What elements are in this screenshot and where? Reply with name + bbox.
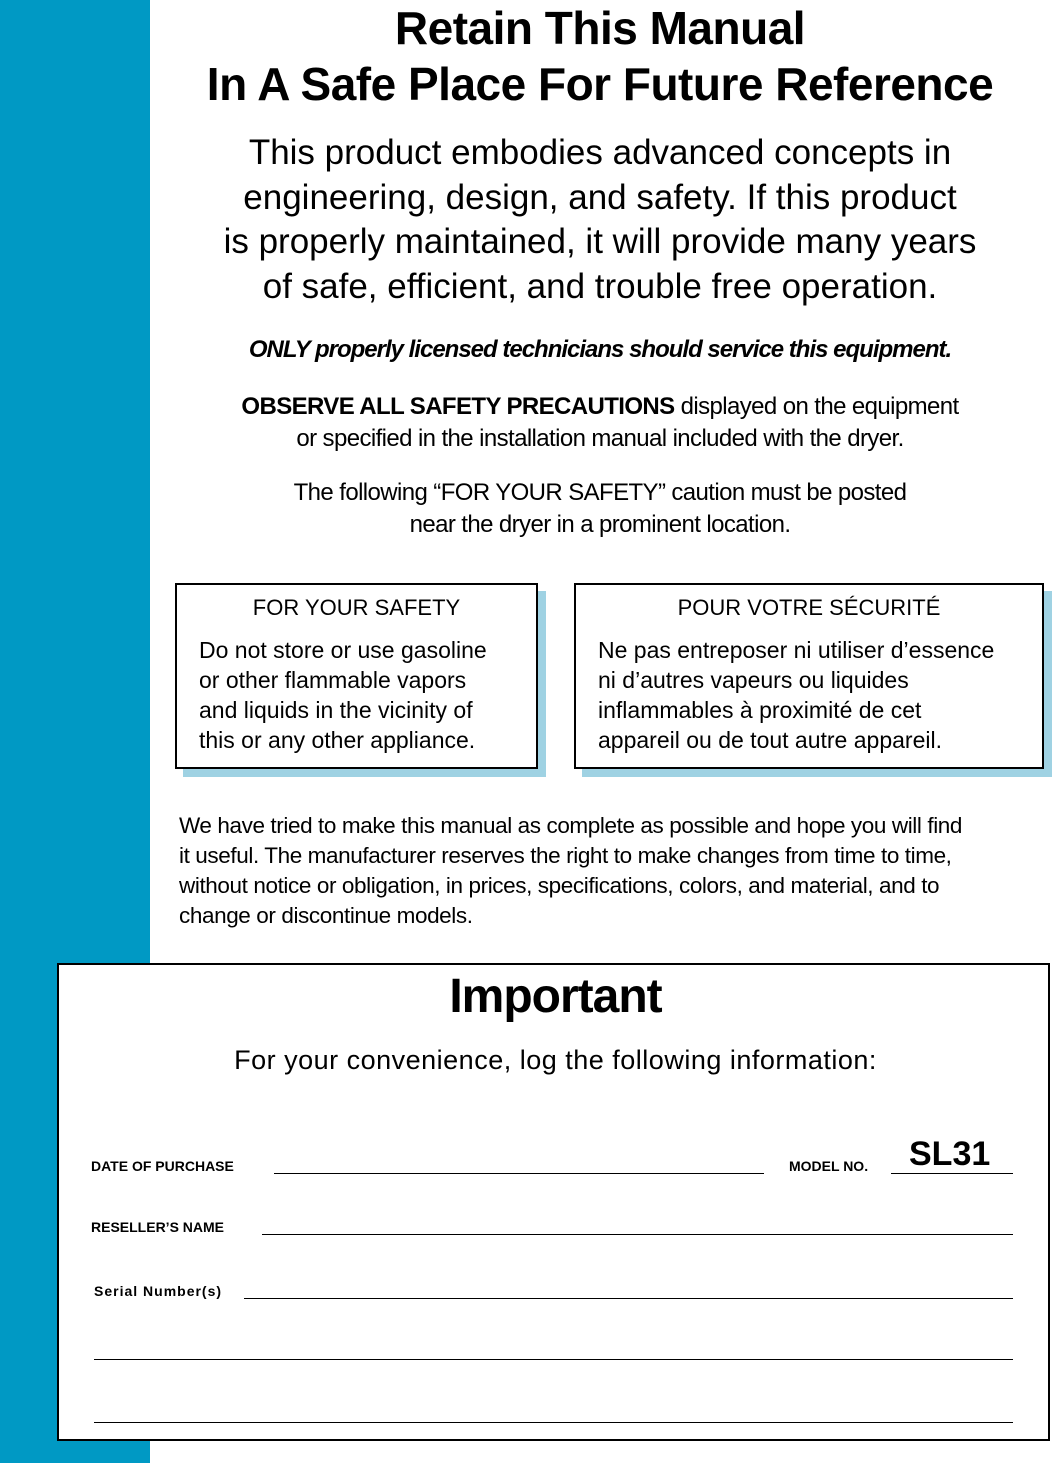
observe-line-2: or specified in the installation manual included with the dryer. xyxy=(296,425,904,452)
posting-instructions xyxy=(150,477,1050,541)
intro-line-4: of safe, efficient, and trouble free operation. xyxy=(262,266,938,306)
serial-number-field-1[interactable] xyxy=(244,1298,1013,1299)
safety-en-line-2: or other flammable vapors xyxy=(199,667,467,693)
following-line-2: near the dryer in a prominent location. xyxy=(409,511,791,538)
disclaimer-line-1: We have tried to make this manual as complete as possible and hope you will find xyxy=(179,813,963,838)
observe-bold: OBSERVE ALL SAFETY PRECAUTIONS xyxy=(241,393,675,420)
safety-box-french xyxy=(574,583,1044,769)
page-title xyxy=(150,0,1050,112)
title-line-1: Retain This Manual xyxy=(394,2,806,54)
model-no-field[interactable] xyxy=(891,1173,1013,1174)
serial-number-field-2[interactable] xyxy=(94,1359,1013,1360)
safety-box-title-fr: POUR VOTRE SÉCURITÉ xyxy=(677,595,941,620)
observe-precautions xyxy=(150,391,1050,455)
safety-en-line-4: this or any other appliance. xyxy=(199,727,476,753)
model-no-value: SL31 xyxy=(909,1135,991,1173)
safety-en-line-3: and liquids in the vicinity of xyxy=(199,697,473,723)
disclaimer-line-2: it useful. The manufacturer reserves the right to make changes from time to time, xyxy=(179,843,952,868)
title-line-2: In A Safe Place For Future Reference xyxy=(206,58,994,110)
reseller-name-label: RESELLER’S NAME xyxy=(91,1219,225,1235)
safety-fr-line-4: appareil ou de tout autre appareil. xyxy=(598,727,942,753)
date-of-purchase-field[interactable] xyxy=(274,1173,764,1174)
serial-number-field-3[interactable] xyxy=(94,1422,1013,1423)
reseller-name-field[interactable] xyxy=(262,1234,1013,1235)
observe-line-1 xyxy=(150,391,1050,423)
safety-fr-line-3: inflammables à proximité de cet xyxy=(598,697,922,723)
safety-fr-line-2: ni d’autres vapeurs ou liquides xyxy=(598,667,909,693)
safety-box-text-fr xyxy=(576,635,1042,755)
licensed-technician-notice: ONLY properly licensed technicians should service this equipment. xyxy=(248,336,952,363)
safety-box-english xyxy=(175,583,538,769)
disclaimer-paragraph xyxy=(179,811,1051,931)
intro-paragraph xyxy=(150,131,1050,309)
important-subtitle: For your convenience, log the following information: xyxy=(234,1045,877,1075)
safety-fr-line-1: Ne pas entreposer ni utiliser d’essence xyxy=(598,637,995,663)
intro-line-3: is properly maintained, it will provide many years xyxy=(223,222,977,261)
important-log-box xyxy=(57,963,1050,1441)
date-of-purchase-label: DATE OF PURCHASE xyxy=(91,1158,234,1174)
observe-rest: displayed on the equipment xyxy=(674,393,959,420)
intro-line-1: This product embodies advanced concepts in xyxy=(248,133,952,172)
disclaimer-line-3: without notice or obligation, in prices, specifications, colors, and material, and to xyxy=(179,873,940,898)
following-line-1: The following “FOR YOUR SAFETY” caution must be posted xyxy=(293,479,907,506)
model-no-label: MODEL NO. xyxy=(789,1158,869,1174)
disclaimer-line-4: change or discontinue models. xyxy=(179,903,473,928)
serial-numbers-label: Serial Number(s) xyxy=(94,1283,223,1299)
important-title: Important xyxy=(449,970,662,1023)
safety-box-text xyxy=(177,635,536,755)
intro-line-2: engineering, design, and safety. If this product xyxy=(243,177,957,217)
safety-box-title: FOR YOUR SAFETY xyxy=(252,595,461,620)
safety-en-line-1: Do not store or use gasoline xyxy=(199,637,487,663)
